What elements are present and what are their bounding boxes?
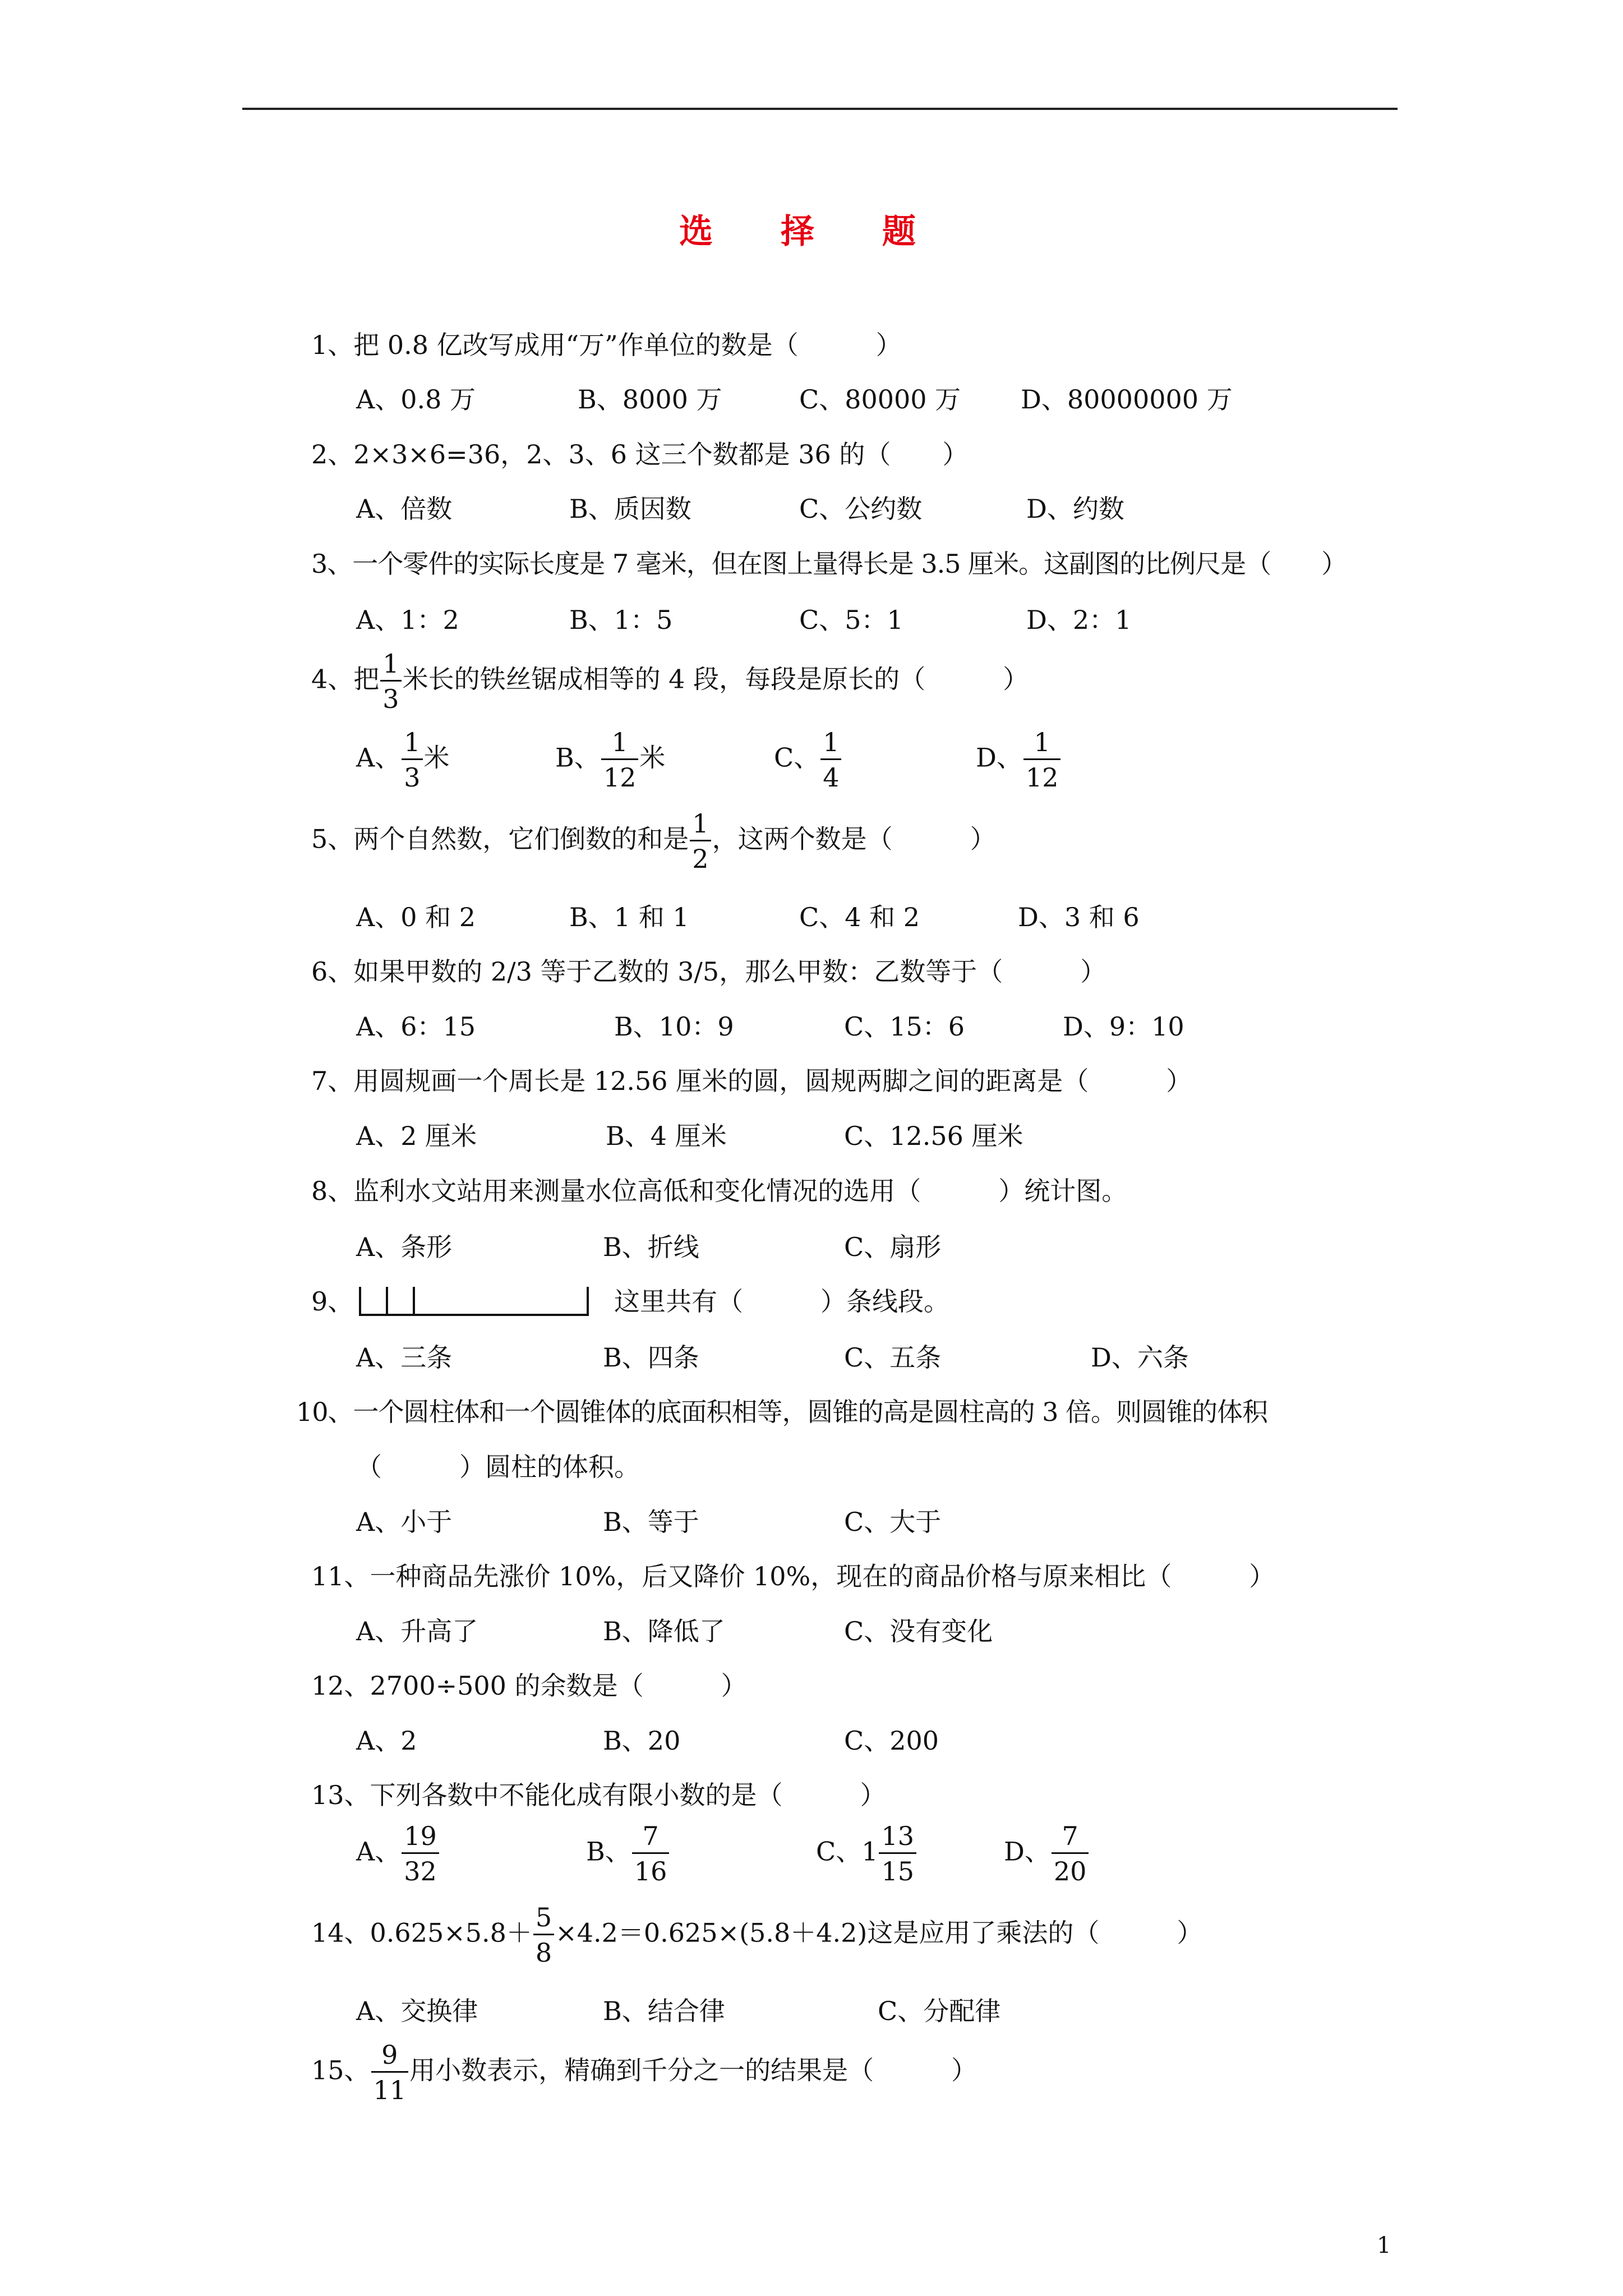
option-2b: B、质因数: [569, 494, 691, 524]
option-5d: D、3 和 6: [1018, 902, 1140, 932]
option-1c: C、80000 万: [799, 384, 961, 415]
option-4b: B、 $\frac{1}{12}$ 米: [555, 727, 666, 793]
option-12a: A、2: [356, 1726, 417, 1756]
question-10: 10、一个圆柱体和一个圆锥体的底面积相等，圆锥的高是圆柱高的 3 倍。则圆锥的体积: [296, 1397, 1268, 1427]
option-9c: C、五条: [844, 1342, 942, 1373]
option-13c: C、1 $\frac{13}{15}$: [816, 1823, 917, 1884]
page-title: 选 择 题: [679, 212, 944, 251]
option-9d: D、六条: [1091, 1342, 1189, 1373]
question-3: 3、一个零件的实际长度是 7 毫米，但在图上量得长是 3.5 厘米。这副图的比例尺是（ ）: [311, 549, 1347, 579]
fraction: $\frac{1}{3}$: [380, 651, 401, 712]
option-11b: B、降低了: [603, 1616, 725, 1646]
option-4a: A、 $\frac{1}{3}$ 米: [356, 727, 450, 793]
question-8: 8、监利水文站用来测量水位高低和变化情况的选用（ ）统计图。: [311, 1176, 1128, 1206]
option-12b: B、20: [603, 1726, 681, 1756]
question-9-number: 9、: [311, 1286, 354, 1317]
question-13: 13、下列各数中不能化成有限小数的是（ ）: [311, 1780, 886, 1810]
fraction: $\frac{1}{12}$: [601, 729, 639, 790]
option-11c: C、没有变化: [844, 1616, 993, 1646]
fraction: $\frac{5}{8}$: [533, 1904, 554, 1966]
option-3a: A、1：2: [356, 605, 459, 635]
fraction: $\frac{1}{12}$: [1023, 729, 1061, 790]
fraction: $\frac{19}{32}$: [402, 1823, 439, 1884]
option-5a: A、0 和 2: [356, 902, 476, 932]
option-11a: A、升高了: [356, 1616, 478, 1646]
option-6d: D、9：10: [1063, 1011, 1184, 1042]
option-14c: C、分配律: [878, 1996, 1001, 2026]
page-number: 1: [1377, 2233, 1391, 2258]
option-12c: C、200: [844, 1726, 939, 1756]
option-3d: D、2：1: [1026, 605, 1132, 635]
question-6: 6、如果甲数的 2/3 等于乙数的 3/5，那么甲数：乙数等于（ ）: [311, 956, 1106, 987]
option-10b: B、等于: [603, 1507, 699, 1537]
option-4d: D、 $\frac{1}{12}$: [976, 729, 1062, 790]
option-2a: A、倍数: [356, 494, 453, 524]
option-4c: C、 $\frac{1}{4}$: [774, 729, 842, 790]
question-7: 7、用圆规画一个周长是 12.56 厘米的圆，圆规两脚之间的距离是（ ）: [311, 1066, 1192, 1096]
question-9: 这里共有（ ）条线段。: [614, 1286, 949, 1317]
option-1b: B、8000 万: [578, 384, 722, 415]
option-6c: C、15：6: [844, 1011, 965, 1042]
fraction: $\frac{1}{3}$: [402, 729, 422, 790]
option-7b: B、4 厘米: [606, 1121, 727, 1151]
fraction: $\frac{7}{20}$: [1052, 1823, 1089, 1884]
option-7a: A、2 厘米: [356, 1121, 477, 1151]
question-14: 14、0.625×5.8＋ $\frac{5}{8}$ ×4.2＝0.625×(5.8＋4.2)这是应用了乘法的（ ）: [311, 1902, 1203, 1968]
question-2: 2、2×3×6=36，2、3、6 这三个数都是 36 的（ ）: [311, 439, 969, 470]
question-4: [311, 648, 1029, 714]
option-8b: B、折线: [603, 1232, 699, 1262]
option-8c: C、扇形: [844, 1232, 942, 1262]
question-12: 12、2700÷500 的余数是（ ）: [311, 1671, 747, 1701]
question-10-continued: （ ）圆柱的体积。: [356, 1452, 640, 1482]
option-10c: C、大于: [844, 1507, 942, 1537]
question-11: 11、一种商品先涨价 10%，后又降价 10%，现在的商品价格与原来相比（ ）: [311, 1561, 1275, 1591]
option-2d: D、约数: [1026, 494, 1124, 524]
question-1: 1、把 0.8 亿改写成用“万”作单位的数是（ ）: [311, 330, 902, 360]
question-15: 15、 $\frac{9}{11}$ 用小数表示，精确到千分之一的结果是（ ）: [311, 2040, 978, 2105]
option-7c: C、12.56 厘米: [844, 1121, 1023, 1151]
option-13b: B、 $\frac{7}{16}$: [586, 1823, 670, 1884]
option-10a: A、小于: [356, 1507, 453, 1537]
option-13a: A、 $\frac{19}{32}$: [356, 1823, 440, 1884]
question-4-text-before: 4、把: [311, 664, 380, 694]
option-5b: B、1 和 1: [569, 902, 689, 932]
option-6a: A、6：15: [356, 1011, 476, 1042]
option-3b: B、1：5: [569, 605, 673, 635]
fraction: $\frac{1}{4}$: [820, 729, 841, 790]
option-14a: A、交换律: [356, 1996, 478, 2026]
line-segment-figure: [359, 1285, 589, 1318]
option-1a: A、0.8 万: [356, 384, 476, 415]
question-5: 5、两个自然数，它们倒数的和是 $\frac{1}{2}$ ，这两个数是（ ）: [311, 808, 996, 874]
option-2c: C、公约数: [799, 494, 923, 524]
option-9b: B、四条: [603, 1342, 699, 1373]
option-6b: B、10：9: [614, 1011, 734, 1042]
option-9a: A、三条: [356, 1342, 453, 1373]
option-13d: D、 $\frac{7}{20}$: [1004, 1823, 1090, 1884]
option-3c: C、5：1: [799, 605, 903, 635]
option-5c: C、4 和 2: [799, 902, 920, 932]
fraction: $\frac{1}{2}$: [690, 811, 711, 872]
fraction: $\frac{13}{15}$: [879, 1823, 916, 1884]
option-1d: D、80000000 万: [1021, 384, 1233, 415]
fraction: $\frac{7}{16}$: [632, 1823, 670, 1884]
option-14b: B、结合律: [603, 1996, 725, 2026]
option-8a: A、条形: [356, 1232, 453, 1262]
fraction: $\frac{9}{11}$: [371, 2042, 409, 2103]
question-4-text-after: 米长的铁丝锯成相等的 4 段，每段是原长的（ ）: [402, 664, 1029, 694]
header-rule: [242, 108, 1398, 110]
